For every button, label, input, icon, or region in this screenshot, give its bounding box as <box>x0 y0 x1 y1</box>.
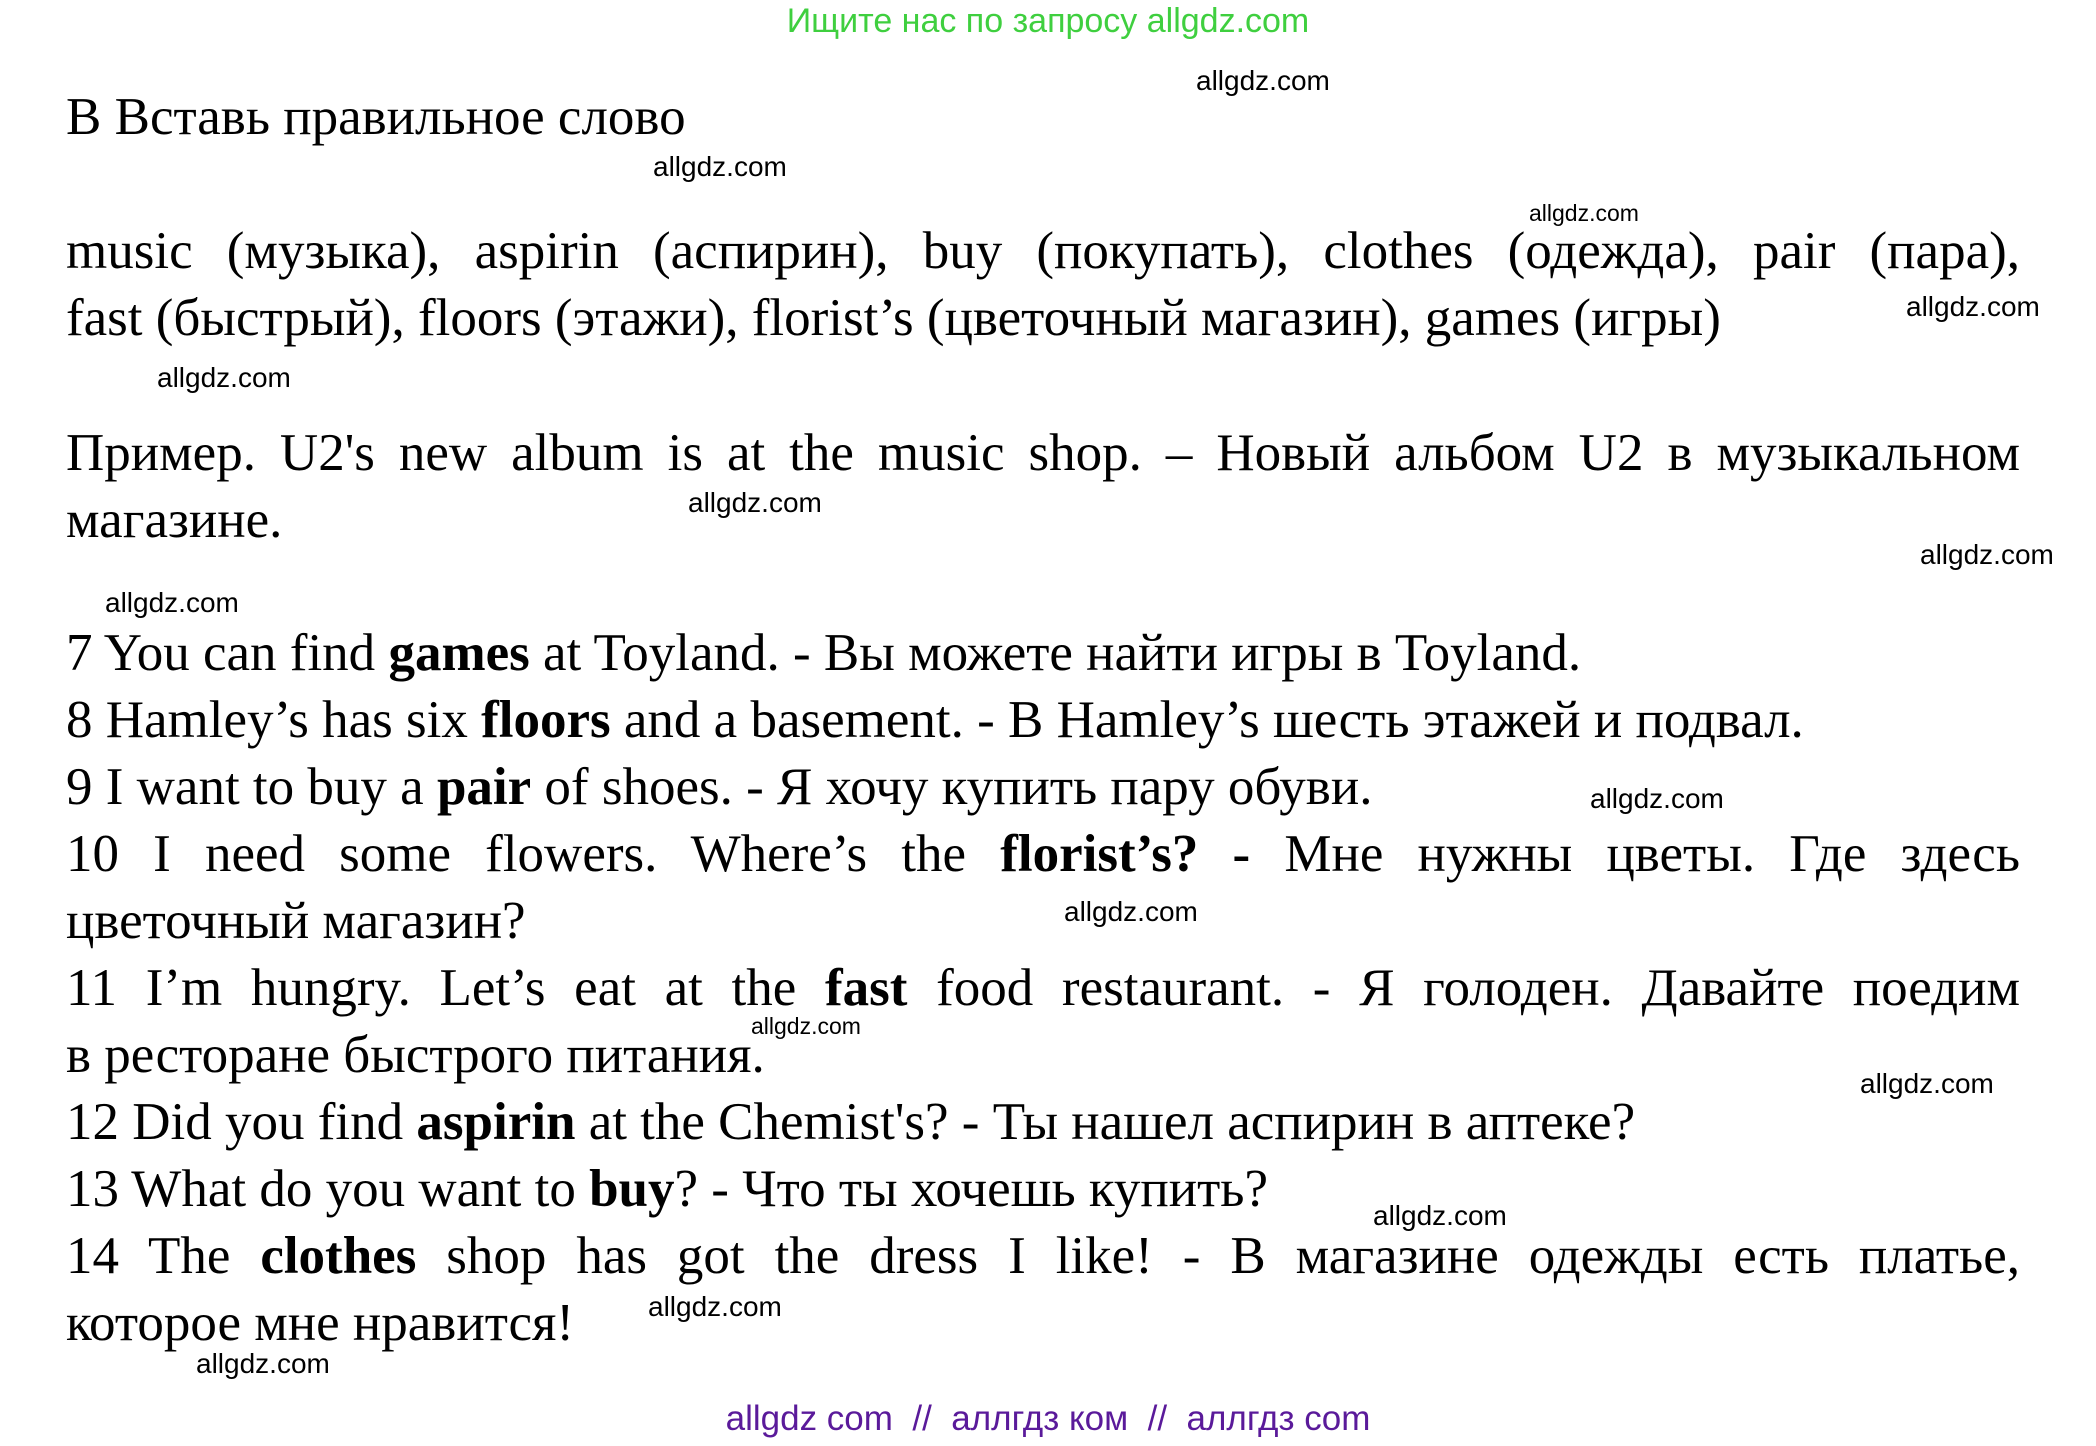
example-line-2: магазине. <box>66 491 283 549</box>
answer-10: florist’s? - <box>1000 825 1251 883</box>
answer-12: aspirin <box>416 1093 576 1151</box>
answer-8: floors <box>481 691 611 749</box>
watermark: allgdz.com <box>157 362 291 393</box>
answer-7: games <box>388 624 530 682</box>
sentence-10-cont: цветочный магазин? <box>66 892 526 950</box>
sentence-11-cont: в ресторане быстрого питания. <box>66 1026 765 1084</box>
watermark: allgdz.com <box>1906 291 2040 322</box>
top-banner: Ищите нас по запросу allgdz.com <box>786 2 1310 40</box>
answer-13: buy <box>589 1160 675 1218</box>
sentence-14: 14 The clothes shop has got the dress I like! - В магазине одежды есть платье, <box>66 1227 2020 1285</box>
word-bank-line-1: music (музыка), aspirin (аспирин), buy (покупать), clothes (одежда), pair (пара), <box>66 222 2020 280</box>
watermark: allgdz.com <box>1590 783 1724 814</box>
watermark: allgdz.com <box>1920 539 2054 570</box>
sentence-14-cont: которое мне нравится! <box>66 1294 575 1352</box>
watermark: allgdz.com <box>1860 1068 1994 1099</box>
watermark: allgdz.com <box>1196 65 1330 96</box>
answer-14: clothes <box>260 1227 417 1285</box>
sentence-11: 11 I’m hungry. Let’s eat at the fast food restaurant. - Я голоден. Давайте поедим <box>66 959 2021 1017</box>
sentence-10: 10 I need some flowers. Where’s the florist’s? - Мне нужны цветы. Где здесь <box>66 825 2020 883</box>
watermark: allgdz.com <box>648 1291 782 1322</box>
footer-banner: allgdz com // аллгдз ком // аллгдз com <box>725 1399 1371 1438</box>
sentence-13: 13 What do you want to buy? - Что ты хочешь купить? <box>66 1160 1268 1218</box>
sentence-12: 12 Did you find aspirin at the Chemist's? - Ты нашел аспирин в аптеке? <box>66 1093 1636 1151</box>
word-bank-line-2: fast (быстрый), floors (этажи), florist’s (цветочный магазин), games (игры) <box>66 289 1721 347</box>
watermark: allgdz.com <box>1529 200 1639 226</box>
watermark: allgdz.com <box>751 1013 861 1039</box>
exercise-title: B Вставь правильное слово <box>66 88 686 146</box>
watermark: allgdz.com <box>1064 896 1198 927</box>
watermark: allgdz.com <box>1373 1200 1507 1231</box>
sentence-9: 9 I want to buy a pair of shoes. - Я хочу купить пару обуви. <box>66 758 1373 816</box>
watermark: allgdz.com <box>105 587 239 618</box>
watermark: allgdz.com <box>196 1348 330 1379</box>
watermark: allgdz.com <box>688 487 822 518</box>
sentence-8: 8 Hamley’s has six floors and a basement. - В Hamley’s шесть этажей и подвал. <box>66 691 1804 749</box>
sentence-7: 7 You can find games at Toyland. - Вы можете найти игры в Toyland. <box>66 624 1582 682</box>
answer-9: pair <box>436 758 532 816</box>
watermark: allgdz.com <box>653 151 787 182</box>
example-line-1: Пример. U2's new album is at the music shop. – Новый альбом U2 в музыкальном <box>66 424 2020 482</box>
answer-11: fast <box>824 959 908 1017</box>
